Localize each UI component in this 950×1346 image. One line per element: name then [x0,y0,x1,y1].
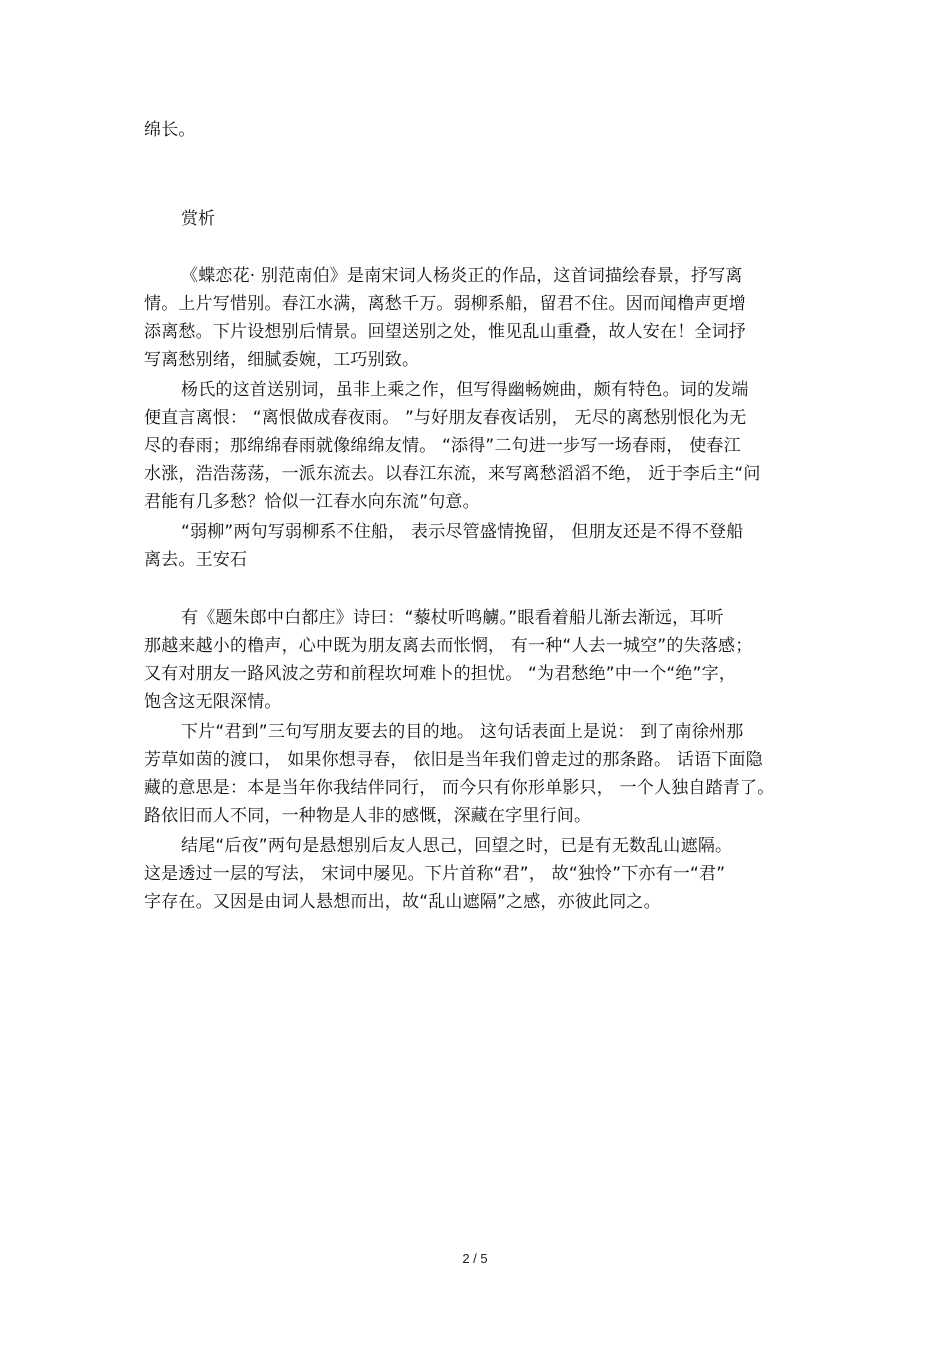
text-line: 尽的春雨；那绵绵春雨就像绵绵友情。 “添得”二句进一步写一场春雨， 使春江 [144,436,741,456]
text-line: 绵长。 [144,120,196,140]
text-line: 那越来越小的橹声，心中既为朋友离去而怅惘， 有一种“人去一城空”的失落感； [144,636,753,656]
text-line: 情。上片写惜别。春江水满，离愁千万。弱柳系船，留君不住。因而闻橹声更增 [144,294,746,314]
text-line: 结尾“后夜”两句是悬想别后友人思己，回望之时，已是有无数乱山遮隔。 [181,836,733,856]
page-number: 2 / 5 [462,1251,488,1266]
text-line: “弱柳”两句写弱柳系不住船， 表示尽管盛情挽留， 但朋友还是不得不登船 [181,522,744,542]
text-line: 君能有几多愁？恰似一江春水向东流”句意。 [144,492,480,512]
text-line: 《蝶恋花· 别范南伯》是南宋词人杨炎正的作品，这首词描绘春景，抒写离 [181,266,743,286]
text-line: 便直言离恨： “离恨做成春夜雨。 ”与好朋友春夜话别， 无尽的离愁别恨化为无 [144,408,747,428]
text-line: 添离愁。下片设想别后情景。回望送别之处，惟见乱山重叠，故人安在！全词抒 [144,322,746,342]
section-heading: 赏析 [181,209,215,229]
text-line: 有《题朱郎中白都庄》诗曰：“藜杖听鸣艣。”眼看着船儿渐去渐远，耳听 [181,608,724,628]
text-line: 写离愁别绪，细腻委婉，工巧别致。 [144,350,420,370]
text-line: 水涨，浩浩荡荡，一派东流去。以春江东流，来写离愁滔滔不绝， 近于李后主“问 [144,464,761,484]
text-line: 饱含这无限深情。 [144,692,282,712]
text-line: 芳草如茵的渡口， 如果你想寻春， 依旧是当年我们曾走过的那条路。 话语下面隐 [144,750,763,770]
text-line: 藏的意思是：本是当年你我结伴同行， 而今只有你形单影只， 一个人独自踏青了。 [144,778,775,798]
text-line: 杨氏的这首送别词，虽非上乘之作，但写得幽畅婉曲，颇有特色。词的发端 [181,380,749,400]
text-line: 下片“君到”三句写朋友要去的目的地。 这句话表面上是说： 到了南徐州那 [181,722,744,742]
text-line: 离去。王安石 [144,550,248,570]
text-line: 这是透过一层的写法， 宋词中屡见。下片首称“君”， 故“独怜”下亦有一“君” [144,864,726,884]
text-line: 又有对朋友一路风波之劳和前程坎坷难卜的担忧。 “为君愁绝”中一个“绝”字， [144,664,737,684]
text-line: 字存在。又因是由词人悬想而出，故“乱山遮隔”之感，亦彼此同之。 [144,892,661,912]
text-line: 路依旧而人不同，一种物是人非的感慨，深藏在字里行间。 [144,806,592,826]
